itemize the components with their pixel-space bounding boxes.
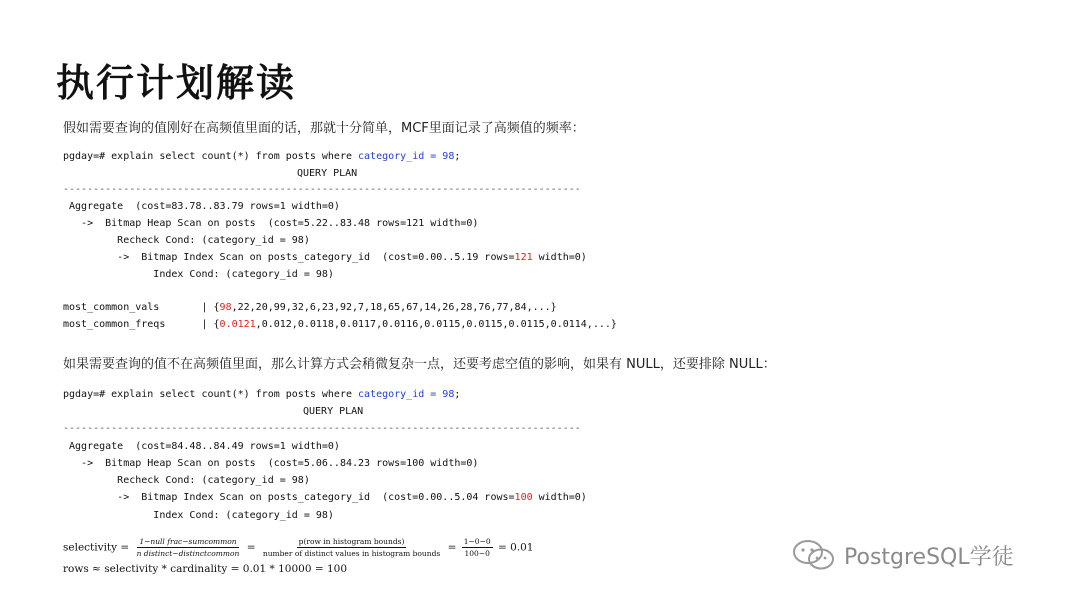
fraction: $\frac{\text{p(row in histogram bounds)}}{\text{number of distinct values in histogram bounds}}$ bbox=[262, 537, 441, 558]
plan-line: Aggregate (cost=84.48..84.49 rows=1 width=0) bbox=[63, 441, 340, 452]
most-common-freqs: most_common_freqs | {0.0121,0.012,0.0118,0.0117,0.0116,0.0115,0.0115,0.0115,0.0114,...} bbox=[63, 319, 617, 330]
second-paragraph: 如果需要查询的值不在高频值里面，那么计算方式会稍微复杂一点，还要考虑空值的影响，如果有 NULL，还要排除 NULL： bbox=[63, 357, 776, 372]
plan-line: Index Cond: (category_id = 98) bbox=[63, 269, 334, 280]
rows-formula: rows ≈ selectivity * cardinality = 0.01 * 10000 = 100 bbox=[63, 563, 348, 575]
page-title: 执行计划解读 bbox=[56, 61, 297, 105]
plan-line: Aggregate (cost=83.78..83.79 rows=1 width=0) bbox=[63, 201, 340, 212]
rows-highlight: 121 bbox=[514, 252, 533, 263]
selectivity-formula: selectivity = $\frac{\text{1−null frac−sumcommon}}{\text{n distinct−distinctcommon}}$ = $\frac{\text{p(row in histogram bounds)}}{\text{number of distinct values in histogram bounds}}$ = $\frac{1-0-0}{100-0}$ = 0.01 bbox=[63, 537, 534, 558]
plan-line: -> Bitmap Index Scan on posts_category_id (cost=0.00..5.19 rows=121 width=0) bbox=[63, 252, 587, 263]
plan-line: Recheck Cond: (category_id = 98) bbox=[63, 475, 310, 486]
separator-1: -------------------------------------------------------------------------------------- bbox=[63, 184, 581, 195]
query-line-1: pgday=# explain select count(*) from posts where category_id = 98; bbox=[63, 151, 461, 162]
fraction: $\frac{1-0-0}{100-0}$ bbox=[463, 537, 491, 558]
query-highlight: category_id = 98 bbox=[358, 151, 455, 162]
separator-2: -------------------------------------------------------------------------------------- bbox=[63, 423, 581, 434]
query-highlight: category_id = 98 bbox=[358, 389, 455, 400]
wechat-icon bbox=[790, 538, 838, 572]
plan-line: -> Bitmap Heap Scan on posts (cost=5.22..83.48 rows=121 width=0) bbox=[63, 218, 479, 229]
plan-line: Recheck Cond: (category_id = 98) bbox=[63, 235, 310, 246]
query-plan-header-1: QUERY PLAN bbox=[297, 168, 358, 179]
query-plan-header-2: QUERY PLAN bbox=[303, 406, 364, 417]
plan-line: Index Cond: (category_id = 98) bbox=[63, 510, 334, 521]
query-line-2: pgday=# explain select count(*) from posts where category_id = 98; bbox=[63, 389, 461, 400]
rows-highlight: 100 bbox=[514, 492, 533, 503]
plan-line: -> Bitmap Index Scan on posts_category_id (cost=0.00..5.04 rows=100 width=0) bbox=[63, 492, 587, 503]
most-common-vals: most_common_vals | {98,22,20,99,32,6,23,92,7,18,65,67,14,26,28,76,77,84,...} bbox=[63, 302, 557, 313]
plan-line: -> Bitmap Heap Scan on posts (cost=5.06..84.23 rows=100 width=0) bbox=[63, 458, 479, 469]
watermark bbox=[790, 538, 1014, 572]
intro-paragraph: 假如需要查询的值刚好在高频值里面的话，那就十分简单，MCF里面记录了高频值的频率： bbox=[63, 121, 585, 136]
fraction: $\frac{\text{1−null frac−sumcommon}}{\text{n distinct−distinctcommon}}$ bbox=[136, 537, 240, 558]
watermark-text: PostgreSQL学徒 bbox=[844, 544, 1014, 570]
